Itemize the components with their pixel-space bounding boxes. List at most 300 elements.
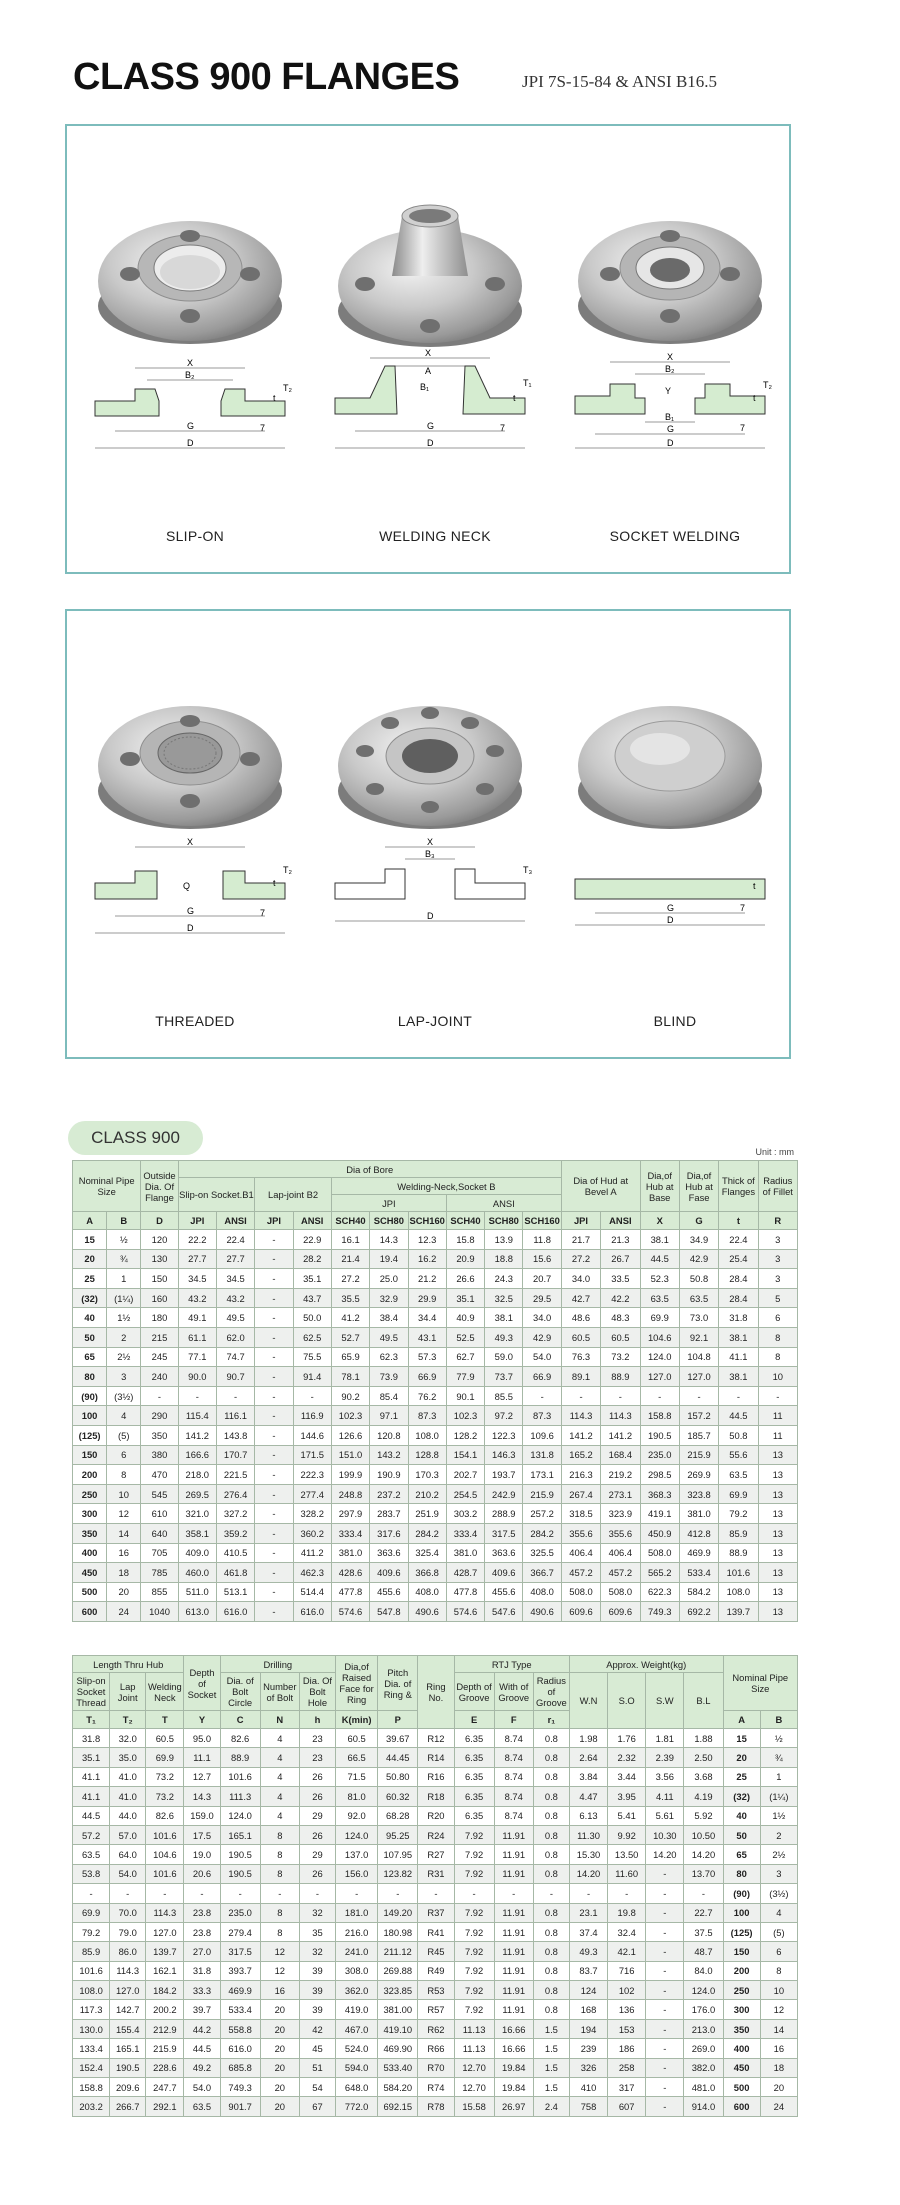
header-nominal-pipe-size: Nominal Pipe Size xyxy=(73,1161,141,1212)
code-cell: X xyxy=(640,1212,679,1230)
table-cell: ¾ xyxy=(760,1748,797,1767)
table-cell: 20 xyxy=(760,2078,797,2097)
table-cell: 79.0 xyxy=(110,1922,146,1941)
table-cell: 300 xyxy=(723,2000,760,2019)
table-cell: 80 xyxy=(723,1864,760,1883)
svg-text:B₁: B₁ xyxy=(420,382,430,392)
table-cell: 51 xyxy=(299,2058,335,2077)
table-cell: 277.4 xyxy=(293,1484,331,1504)
table-cell: 298.5 xyxy=(640,1465,679,1485)
header-ansi: ANSI xyxy=(446,1195,561,1212)
table-cell: 69.9 xyxy=(719,1484,758,1504)
svg-text:t: t xyxy=(513,393,516,403)
blind-diagram xyxy=(565,841,775,946)
table-cell: R57 xyxy=(418,2000,454,2019)
table-cell: - xyxy=(684,1884,723,1903)
table-cell: 54 xyxy=(299,2078,335,2097)
table-cell: 27.0 xyxy=(184,1942,220,1961)
table-cell: 235.0 xyxy=(640,1445,679,1465)
socket-welding-diagram xyxy=(565,352,775,461)
table-cell: 8 xyxy=(760,1961,797,1980)
table-cell: 27.7 xyxy=(178,1249,216,1269)
table-cell: 250 xyxy=(723,1981,760,2000)
table-cell: 14.20 xyxy=(569,1864,607,1883)
table-cell: 8 xyxy=(107,1465,141,1485)
table-cell: 77.9 xyxy=(446,1367,484,1387)
table-cell: 28.2 xyxy=(293,1249,331,1269)
table-cell: 200 xyxy=(73,1465,107,1485)
svg-text:T₂: T₂ xyxy=(283,383,292,393)
table-cell: 127.0 xyxy=(640,1367,679,1387)
table-cell: 27.7 xyxy=(216,1249,254,1269)
table-cell: 74.7 xyxy=(216,1347,254,1367)
table-cell: 144.6 xyxy=(293,1425,331,1445)
table-cell: 64.0 xyxy=(110,1845,146,1864)
table-cell: R20 xyxy=(418,1806,454,1825)
table-cell: 0.8 xyxy=(533,1729,569,1748)
dimension-table-1 xyxy=(72,1160,798,1622)
code-cell: SCH80 xyxy=(370,1212,408,1230)
table-cell: 317 xyxy=(608,2078,646,2097)
table-cell: 2.64 xyxy=(569,1748,607,1767)
svg-text:B₂: B₂ xyxy=(185,370,195,380)
svg-text:D: D xyxy=(427,911,434,921)
table-cell: 92.0 xyxy=(336,1806,378,1825)
table-cell: 7.92 xyxy=(454,1864,494,1883)
table-cell: 57.3 xyxy=(408,1347,446,1367)
table-cell: 23.1 xyxy=(569,1903,607,1922)
table-cell: 607 xyxy=(608,2097,646,2116)
table-cell: 0.8 xyxy=(533,1903,569,1922)
table-cell: 49.2 xyxy=(184,2058,220,2077)
table-cell: 533.40 xyxy=(378,2058,418,2077)
table-cell: 215.9 xyxy=(146,2039,184,2058)
table-cell: 11.13 xyxy=(454,2019,494,2038)
table-cell: 3 xyxy=(107,1367,141,1387)
code-cell: r₁ xyxy=(533,1711,569,1729)
svg-text:t: t xyxy=(273,878,276,888)
table-cell: 49.3 xyxy=(569,1942,607,1961)
table-cell: 20.9 xyxy=(446,1249,484,1269)
table-cell: 381.0 xyxy=(331,1543,369,1563)
table-cell: - xyxy=(255,1582,293,1602)
table-row xyxy=(73,1249,798,1269)
table-cell: R12 xyxy=(418,1729,454,1748)
table-cell: 190.5 xyxy=(110,2058,146,2077)
table-cell: - xyxy=(378,1884,418,1903)
table-cell: 133.4 xyxy=(73,2039,110,2058)
table-cell: 4 xyxy=(260,1748,299,1767)
table-cell: 22.9 xyxy=(293,1230,331,1250)
caption-socket-welding: SOCKET WELDING xyxy=(609,528,741,544)
table-cell: - xyxy=(73,1884,110,1903)
table-cell: 104.6 xyxy=(640,1327,679,1347)
table-cell: 640 xyxy=(141,1523,178,1543)
table-cell: R41 xyxy=(418,1922,454,1941)
table-cell: 88.9 xyxy=(719,1543,758,1563)
table-cell: 90.2 xyxy=(331,1386,369,1406)
code-cell: SCH40 xyxy=(446,1212,484,1230)
table-cell: 38.1 xyxy=(485,1308,523,1328)
table-cell: 13 xyxy=(758,1523,797,1543)
table-cell: 34.5 xyxy=(216,1269,254,1289)
table-cell: 469.9 xyxy=(220,1981,260,2000)
table-cell: 8.74 xyxy=(494,1806,533,1825)
table-cell: 467.0 xyxy=(336,2019,378,2038)
table-cell: 785 xyxy=(141,1563,178,1583)
svg-text:T₃: T₃ xyxy=(523,865,533,875)
table-cell: 3.56 xyxy=(646,1767,684,1786)
svg-text:X: X xyxy=(187,358,194,368)
table-cell: 142.7 xyxy=(110,2000,146,2019)
code-cell: JPI xyxy=(178,1212,216,1230)
table-cell: 66.9 xyxy=(408,1367,446,1387)
table-cell: 39 xyxy=(299,1981,335,2000)
table-cell: 242.9 xyxy=(485,1484,523,1504)
table-cell: 16.66 xyxy=(494,2019,533,2038)
table-cell: 1.5 xyxy=(533,2039,569,2058)
table-cell: 15 xyxy=(73,1230,107,1250)
table-cell: (5) xyxy=(760,1922,797,1941)
table-cell: 0.8 xyxy=(533,1787,569,1806)
code-cell: T₂ xyxy=(110,1711,146,1729)
table-cell: 490.6 xyxy=(408,1602,446,1622)
table-cell: 4.47 xyxy=(569,1787,607,1806)
table-cell: 4.11 xyxy=(646,1787,684,1806)
unit-label: Unit : mm xyxy=(755,1147,794,1157)
table-cell: 648.0 xyxy=(336,2078,378,2097)
table-cell: - xyxy=(646,2058,684,2077)
table-cell: 558.8 xyxy=(220,2019,260,2038)
table-cell: 29.5 xyxy=(523,1288,561,1308)
svg-text:G: G xyxy=(667,903,675,913)
table-cell: - xyxy=(255,1288,293,1308)
table-cell: 141.2 xyxy=(561,1425,600,1445)
table-cell: 57.2 xyxy=(73,1825,110,1844)
table-cell: 26 xyxy=(299,1787,335,1806)
table-cell: 75.5 xyxy=(293,1347,331,1367)
table-cell: 41.2 xyxy=(331,1308,369,1328)
table-cell: 19.8 xyxy=(608,1903,646,1922)
table-cell: 216.3 xyxy=(561,1465,600,1485)
table-cell: 42.9 xyxy=(523,1327,561,1347)
table-cell: 63.5 xyxy=(73,1845,110,1864)
table-cell: 31.8 xyxy=(184,1961,220,1980)
table-cell: 11.91 xyxy=(494,1864,533,1883)
table-cell: 87.3 xyxy=(523,1406,561,1426)
table-cell: 101.6 xyxy=(719,1563,758,1583)
table-cell: 283.7 xyxy=(370,1504,408,1524)
table-cell: 154.1 xyxy=(446,1445,484,1465)
table-cell: 16 xyxy=(107,1543,141,1563)
table-cell: 408.0 xyxy=(523,1582,561,1602)
table-cell: - xyxy=(533,1884,569,1903)
svg-text:A: A xyxy=(425,366,432,376)
table-cell: 1.88 xyxy=(684,1729,723,1748)
header-welding-neck: Welding Neck xyxy=(146,1673,184,1711)
table-cell: 17.5 xyxy=(184,1825,220,1844)
table-cell: 11.91 xyxy=(494,1942,533,1961)
table-cell: 419.0 xyxy=(336,2000,378,2019)
table-cell: 239 xyxy=(569,2039,607,2058)
table-cell: 428.7 xyxy=(446,1563,484,1583)
table-cell: 21.2 xyxy=(408,1269,446,1289)
table-cell: 67 xyxy=(299,2097,335,2116)
table-cell: 49.3 xyxy=(485,1327,523,1347)
table-cell: 360.2 xyxy=(293,1523,331,1543)
table-cell: 450 xyxy=(723,2058,760,2077)
table-cell: 317.5 xyxy=(220,1942,260,1961)
table-cell: 408.0 xyxy=(408,1582,446,1602)
table-cell: - xyxy=(719,1386,758,1406)
table-cell: 216.0 xyxy=(336,1922,378,1941)
table-cell: 267.4 xyxy=(561,1484,600,1504)
table-cell: 594.0 xyxy=(336,2058,378,2077)
table-cell: 63.5 xyxy=(184,2097,220,2116)
svg-text:7: 7 xyxy=(740,423,746,433)
table-cell: 15.58 xyxy=(454,2097,494,2116)
table-cell: 65 xyxy=(723,1845,760,1864)
svg-text:G: G xyxy=(427,421,435,431)
table-cell: - xyxy=(646,2019,684,2038)
table-cell: 600 xyxy=(723,2097,760,2116)
table-cell: 16 xyxy=(760,2039,797,2058)
table-cell: 101.6 xyxy=(73,1961,110,1980)
table-cell: 33.3 xyxy=(184,1981,220,2000)
header-depth-of-socket: Depth of Socket xyxy=(184,1656,220,1711)
table-cell: 190.9 xyxy=(370,1465,408,1485)
table-cell: 10 xyxy=(107,1484,141,1504)
table-cell: 269.0 xyxy=(684,2039,723,2058)
table-cell: - xyxy=(646,1884,684,1903)
table-cell: 366.7 xyxy=(523,1563,561,1583)
table-cell: 57.0 xyxy=(110,1825,146,1844)
table-cell: 269.88 xyxy=(378,1961,418,1980)
table-cell: 6.35 xyxy=(454,1787,494,1806)
table-cell: 52.5 xyxy=(446,1327,484,1347)
table-cell: 63.5 xyxy=(640,1288,679,1308)
table-cell: 1 xyxy=(760,1767,797,1786)
table-cell: 39.67 xyxy=(378,1729,418,1748)
table-cell: 77.1 xyxy=(178,1347,216,1367)
table-cell: 10.30 xyxy=(646,1825,684,1844)
table-cell: 32.5 xyxy=(485,1288,523,1308)
table-cell: 90.1 xyxy=(446,1386,484,1406)
table-cell: 21.4 xyxy=(331,1249,369,1269)
svg-text:Y: Y xyxy=(665,386,672,396)
table-cell: 511.0 xyxy=(178,1582,216,1602)
table-cell: - xyxy=(255,1308,293,1328)
table-cell: 126.6 xyxy=(331,1425,369,1445)
table-cell: 12 xyxy=(260,1961,299,1980)
table-cell: 574.6 xyxy=(446,1602,484,1622)
table-cell: 35 xyxy=(299,1922,335,1941)
table-cell: 107.95 xyxy=(378,1845,418,1864)
table-cell: 13.9 xyxy=(485,1230,523,1250)
table-cell: 609.6 xyxy=(561,1602,600,1622)
svg-text:X: X xyxy=(425,348,432,358)
table-cell: 366.8 xyxy=(408,1563,446,1583)
table-cell: 111.3 xyxy=(220,1787,260,1806)
table-cell: 49.1 xyxy=(178,1308,216,1328)
table-cell: 6.13 xyxy=(569,1806,607,1825)
table-cell: 116.1 xyxy=(216,1406,254,1426)
table-cell: 323.8 xyxy=(679,1484,718,1504)
table-cell: 12.3 xyxy=(408,1230,446,1250)
table-row xyxy=(73,1563,798,1583)
table-cell: 1 xyxy=(107,1269,141,1289)
table-row xyxy=(73,1582,798,1602)
table-cell: 12 xyxy=(107,1504,141,1524)
table-cell: 3 xyxy=(758,1269,797,1289)
table-cell: 39.7 xyxy=(184,2000,220,2019)
table-row xyxy=(73,2078,798,2097)
table-cell: 533.4 xyxy=(220,2000,260,2019)
table-cell: 38.1 xyxy=(719,1367,758,1387)
table-cell: - xyxy=(220,1884,260,1903)
table-cell: 363.6 xyxy=(485,1543,523,1563)
table-row xyxy=(73,1523,798,1543)
table-cell: 170.7 xyxy=(216,1445,254,1465)
table-cell: 88.9 xyxy=(220,1748,260,1767)
table-cell: 28.4 xyxy=(719,1269,758,1289)
table-cell: 32 xyxy=(299,1942,335,1961)
table-cell: 692.15 xyxy=(378,2097,418,2116)
table-cell: R70 xyxy=(418,2058,454,2077)
header-rtj-type: RTJ Type xyxy=(454,1656,569,1673)
header-pitch-dia-ring: Pitch Dia. of Ring & xyxy=(378,1656,418,1711)
table-cell: 44.5 xyxy=(184,2039,220,2058)
table-cell: 16.1 xyxy=(331,1230,369,1250)
table-cell: 333.4 xyxy=(446,1523,484,1543)
table-cell: 19.84 xyxy=(494,2058,533,2077)
table-cell: 5.61 xyxy=(646,1806,684,1825)
table-cell: - xyxy=(646,1942,684,1961)
table-cell: 45 xyxy=(299,2039,335,2058)
table-cell: 490.6 xyxy=(523,1602,561,1622)
table-cell: 1.76 xyxy=(608,1729,646,1748)
table-cell: 12.70 xyxy=(454,2058,494,2077)
table-cell: - xyxy=(260,1884,299,1903)
table-cell: 83.7 xyxy=(569,1961,607,1980)
table-cell: 11.91 xyxy=(494,1825,533,1844)
table-cell: 411.2 xyxy=(293,1543,331,1563)
table-cell: 41.1 xyxy=(73,1787,110,1806)
table-cell: 2.50 xyxy=(684,1748,723,1767)
table-cell: 7.92 xyxy=(454,1903,494,1922)
caption-slip-on: SLIP-ON xyxy=(165,528,225,544)
table-cell: 400 xyxy=(73,1543,107,1563)
table-cell: 0.8 xyxy=(533,1864,569,1883)
table-cell: - xyxy=(758,1386,797,1406)
table-cell: 86.0 xyxy=(110,1942,146,1961)
table-cell: 547.8 xyxy=(370,1602,408,1622)
code-cell: A xyxy=(73,1212,107,1230)
table-cell: - xyxy=(640,1386,679,1406)
table-row xyxy=(73,2000,798,2019)
table-cell: 11.91 xyxy=(494,1845,533,1864)
table-cell: - xyxy=(561,1386,600,1406)
table-cell: 1.5 xyxy=(533,2078,569,2097)
header-nominal-pipe-size-2: Nominal Pipe Size xyxy=(723,1656,797,1711)
table-cell: - xyxy=(255,1445,293,1465)
table-cell: - xyxy=(293,1386,331,1406)
table-cell: - xyxy=(569,1884,607,1903)
table-cell: 11.1 xyxy=(184,1748,220,1767)
table-row xyxy=(73,1981,798,2000)
table-cell: 108.0 xyxy=(719,1582,758,1602)
table-cell: 70.0 xyxy=(110,1903,146,1922)
table-cell: 24.3 xyxy=(485,1269,523,1289)
table-cell: 73.0 xyxy=(679,1308,718,1328)
table-cell: 35.1 xyxy=(293,1269,331,1289)
table-cell: 63.5 xyxy=(719,1465,758,1485)
table-cell: 114.3 xyxy=(561,1406,600,1426)
table-cell: 462.3 xyxy=(293,1563,331,1583)
table-cell: R31 xyxy=(418,1864,454,1883)
code-cell: SCH160 xyxy=(408,1212,446,1230)
table-cell: 410 xyxy=(569,2078,607,2097)
table-cell: 500 xyxy=(723,2078,760,2097)
table-cell: 380 xyxy=(141,1445,178,1465)
table-cell: 37.5 xyxy=(684,1922,723,1941)
table-cell: 158.8 xyxy=(73,2078,110,2097)
table-cell: 300 xyxy=(73,1504,107,1524)
table-cell: 44.5 xyxy=(73,1806,110,1825)
table-cell: (3½) xyxy=(760,1884,797,1903)
table-cell: 1.98 xyxy=(569,1729,607,1748)
table-cell: 26 xyxy=(299,1864,335,1883)
table-cell: R24 xyxy=(418,1825,454,1844)
table-cell: 26 xyxy=(299,1767,335,1786)
table-cell: 457.2 xyxy=(601,1563,640,1583)
table-cell: R74 xyxy=(418,2078,454,2097)
table-cell: 23.8 xyxy=(184,1903,220,1922)
table-cell: 50.8 xyxy=(679,1269,718,1289)
table-cell: 26 xyxy=(299,1825,335,1844)
table-cell: 400 xyxy=(723,2039,760,2058)
table-cell: - xyxy=(646,1903,684,1922)
page-title: CLASS 900 FLANGES xyxy=(73,56,460,98)
table-cell: 14 xyxy=(107,1523,141,1543)
table-cell: 41.0 xyxy=(110,1767,146,1786)
table-cell: 40 xyxy=(723,1806,760,1825)
table-cell: 381.0 xyxy=(446,1543,484,1563)
table-cell: 11.91 xyxy=(494,1961,533,1980)
table-cell: 31.8 xyxy=(73,1729,110,1748)
svg-text:G: G xyxy=(187,421,195,431)
table-cell: (90) xyxy=(73,1386,107,1406)
table-cell: 477.8 xyxy=(331,1582,369,1602)
header-dia-hub-fase: Dia,of Hub at Fase xyxy=(679,1161,718,1212)
table-cell: 23 xyxy=(299,1729,335,1748)
table-cell: 44.0 xyxy=(110,1806,146,1825)
table-cell: 151.0 xyxy=(331,1445,369,1465)
table-row xyxy=(73,1543,798,1563)
table-cell: 186 xyxy=(608,2039,646,2058)
table-cell: 269.9 xyxy=(679,1465,718,1485)
table-cell: 150 xyxy=(723,1942,760,1961)
table-cell: 73.2 xyxy=(601,1347,640,1367)
table-cell: 2 xyxy=(760,1825,797,1844)
code-cell: h xyxy=(299,1711,335,1729)
table-cell: 82.6 xyxy=(220,1729,260,1748)
table-cell: 84.0 xyxy=(684,1961,723,1980)
table-cell: 406.4 xyxy=(561,1543,600,1563)
table-cell: 80 xyxy=(73,1367,107,1387)
table-cell: 11 xyxy=(758,1425,797,1445)
table-cell: 73.2 xyxy=(146,1787,184,1806)
